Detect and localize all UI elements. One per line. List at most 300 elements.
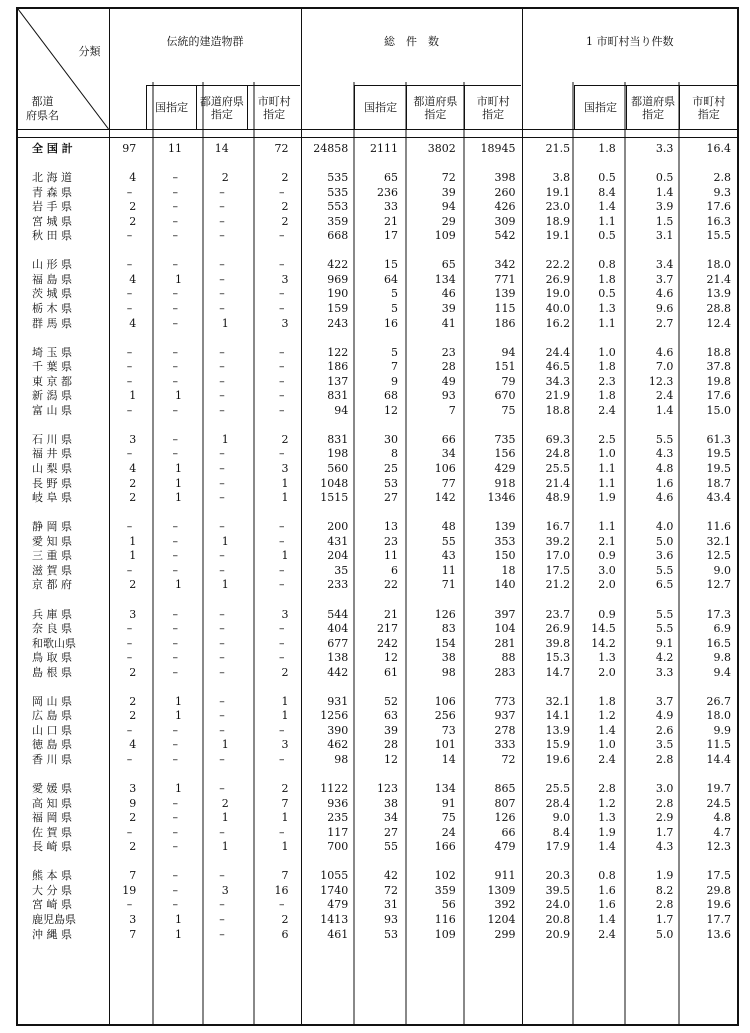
table-cell: 24.0	[545, 898, 571, 912]
table-cell: 670	[494, 389, 516, 403]
table-cell: 7.0	[655, 360, 674, 374]
table-cell: 25.5	[545, 462, 571, 476]
table-cell: 139	[494, 287, 516, 301]
table-cell: 14	[214, 142, 229, 155]
table-cell: 342	[494, 258, 516, 272]
table-cell: 3.3	[655, 665, 674, 679]
table-cell: 32.1	[706, 534, 732, 548]
table-cell: 1.7	[655, 825, 674, 839]
table-cell: 204	[327, 549, 349, 563]
table-cell: –	[172, 432, 179, 446]
table-cell: 1	[175, 491, 183, 505]
table-cell: 2.8	[655, 752, 674, 766]
table-cell: 19.8	[706, 374, 732, 388]
subheader-national: 国指定	[354, 85, 406, 129]
table-cell: 359	[327, 214, 349, 228]
table-cell: –	[279, 258, 285, 272]
table-cell: 68	[384, 389, 399, 403]
prefecture-name: 高 知 県	[32, 796, 72, 810]
table-cell: 19	[122, 883, 137, 897]
table-cell: 122	[327, 345, 349, 359]
table-cell: 17.5	[706, 869, 732, 883]
table-cell: –	[219, 782, 225, 796]
table-cell: 2.5	[598, 432, 616, 446]
table-cell: 9.1	[655, 636, 674, 650]
table-cell: 1	[221, 840, 229, 854]
table-cell: 462	[327, 738, 349, 752]
table-cell: 21.4	[545, 476, 571, 490]
table-cell: –	[126, 258, 133, 272]
table-cell: 9.0	[713, 563, 732, 577]
table-cell: –	[219, 622, 225, 636]
table-cell: 5.5	[655, 563, 674, 577]
subheader-national: 国指定	[574, 85, 626, 129]
table-cell: 98	[441, 665, 456, 679]
table-cell: 11	[384, 549, 399, 563]
table-cell: 773	[494, 694, 516, 708]
table-cell: –	[172, 302, 179, 316]
table-cell: –	[219, 214, 225, 228]
table-cell: 1.1	[598, 214, 616, 228]
prefecture-name: 鳥 取 県	[32, 651, 72, 665]
total-row-name: 全 国 計	[32, 142, 73, 155]
prefecture-name: 大 分 県	[32, 883, 72, 897]
group-header-traditional: 伝統的建造物群	[109, 8, 301, 77]
table-cell: 2.8	[655, 796, 674, 810]
table-cell: 1	[221, 432, 229, 446]
table-cell: 4.0	[655, 520, 674, 534]
table-cell: 22.2	[545, 258, 571, 272]
table-cell: 11.5	[706, 738, 732, 752]
table-cell: 260	[494, 185, 516, 199]
table-cell: 4.8	[655, 462, 674, 476]
table-cell: 1	[175, 578, 183, 592]
table-cell: –	[219, 185, 225, 199]
table-cell: 21.2	[545, 578, 571, 592]
table-cell: 33	[384, 200, 399, 214]
table-cell: 3.1	[655, 229, 674, 243]
table-cell: 25.5	[545, 782, 571, 796]
table-cell: 11	[168, 142, 183, 155]
prefecture-name: 石 川 県	[32, 432, 72, 446]
table-cell: 1.4	[598, 723, 616, 737]
table-cell: –	[219, 869, 225, 883]
table-cell: 20.9	[545, 927, 571, 941]
table-cell: 931	[327, 694, 349, 708]
table-cell: 1.1	[598, 316, 616, 330]
table-cell: 0.9	[598, 607, 616, 621]
table-cell: 138	[327, 651, 349, 665]
table-cell: 17.9	[545, 840, 571, 854]
table-cell: 242	[377, 636, 399, 650]
table-cell: 28.8	[706, 302, 732, 316]
table-cell: 3.0	[655, 782, 674, 796]
table-cell: 4.3	[655, 447, 674, 461]
table-cell: 123	[377, 782, 399, 796]
table-cell: 2	[129, 665, 137, 679]
table-cell: 16.5	[706, 636, 732, 650]
table-cell: –	[172, 607, 179, 621]
table-cell: 3.0	[598, 563, 616, 577]
table-cell: 23	[384, 534, 399, 548]
table-cell: –	[219, 476, 225, 490]
table-cell: 19.6	[545, 752, 571, 766]
table-cell: 2	[129, 578, 137, 592]
table-cell: 2.6	[655, 723, 674, 737]
table-cell: –	[219, 520, 225, 534]
table-cell: 2.0	[598, 665, 616, 679]
table-cell: 46	[441, 287, 456, 301]
table-cell: –	[126, 345, 133, 359]
table-cell: 1.1	[598, 462, 616, 476]
table-cell: 88	[501, 651, 516, 665]
table-cell: 1.1	[598, 476, 616, 490]
table-cell: –	[219, 651, 225, 665]
table-cell: –	[172, 549, 179, 563]
prefecture-name: 群 馬 県	[32, 316, 72, 330]
prefecture-name: 三 重 県	[32, 549, 72, 563]
table-cell: 19.5	[706, 447, 732, 461]
table-cell: 5.5	[655, 622, 674, 636]
table-cell: –	[126, 723, 133, 737]
table-cell: 53	[384, 476, 399, 490]
table-cell: 281	[494, 636, 516, 650]
table-cell: 831	[327, 432, 349, 446]
table-cell: –	[126, 360, 133, 374]
table-cell: 479	[327, 898, 349, 912]
table-cell: 1.4	[598, 912, 616, 926]
table-cell: –	[126, 520, 133, 534]
table-cell: 19.6	[706, 898, 732, 912]
table-cell: 700	[327, 840, 349, 854]
table-cell: 9	[391, 374, 399, 388]
table-cell: 1	[175, 462, 183, 476]
table-cell: 1122	[320, 782, 349, 796]
table-cell: –	[219, 665, 225, 679]
corner-header	[17, 8, 109, 130]
table-cell: 94	[441, 200, 456, 214]
table-cell: –	[172, 214, 179, 228]
table-cell: –	[219, 927, 225, 941]
table-cell: 200	[327, 520, 349, 534]
table-cell: 1.8	[598, 142, 616, 155]
table-cell: 1.4	[598, 200, 616, 214]
table-cell: 11	[441, 563, 456, 577]
table-cell: 1	[281, 491, 289, 505]
table-cell: –	[172, 738, 179, 752]
table-cell: 12	[384, 651, 399, 665]
table-cell: 104	[494, 622, 516, 636]
table-cell: –	[126, 229, 133, 243]
prefecture-name: 東 京 都	[32, 374, 72, 388]
table-cell: 807	[494, 796, 516, 810]
table-cell: 2	[129, 694, 137, 708]
table-cell: 1.5	[655, 214, 674, 228]
table-cell: 1.3	[598, 811, 616, 825]
table-cell: 1204	[487, 912, 516, 926]
table-cell: 2	[281, 200, 289, 214]
table-cell: 30	[384, 432, 399, 446]
table-cell: 12.5	[706, 549, 732, 563]
table-cell: 21.9	[545, 389, 571, 403]
table-cell: –	[219, 403, 225, 417]
table-cell: –	[279, 403, 285, 417]
table-cell: –	[279, 185, 285, 199]
table-cell: 6	[281, 927, 289, 941]
table-cell: 65	[441, 258, 456, 272]
table-cell: 309	[494, 214, 516, 228]
table-cell: 17	[384, 229, 399, 243]
table-cell: –	[126, 287, 133, 301]
table-cell: 2.8	[598, 782, 616, 796]
table-cell: 359	[434, 883, 456, 897]
table-cell: –	[219, 607, 225, 621]
table-cell: 19.1	[545, 185, 571, 199]
table-cell: 1515	[320, 491, 349, 505]
table-cell: 1	[281, 476, 289, 490]
table-cell: 1309	[487, 883, 516, 897]
table-cell: 166	[434, 840, 456, 854]
table-cell: 3.7	[655, 694, 674, 708]
table-cell: –	[219, 825, 225, 839]
table-cell: –	[219, 287, 225, 301]
table-cell: 19.0	[545, 287, 571, 301]
table-cell: 9.9	[713, 723, 732, 737]
table-cell: 2.8	[713, 171, 732, 185]
table-cell: 134	[434, 272, 456, 286]
table-cell: 7	[281, 796, 289, 810]
prefecture-name: 富 山 県	[32, 403, 72, 417]
table-cell: 18945	[480, 142, 516, 155]
table-cell: 29	[441, 214, 456, 228]
table-cell: 61.3	[706, 432, 732, 446]
table-cell: 353	[494, 534, 516, 548]
table-cell: –	[219, 912, 225, 926]
table-cell: –	[172, 360, 179, 374]
table-cell: –	[219, 723, 225, 737]
table-cell: 2.1	[598, 534, 616, 548]
table-cell: 1	[281, 840, 289, 854]
table-cell: 21	[384, 214, 399, 228]
category-label: 分類	[78, 45, 101, 58]
table-cell: 3	[281, 462, 289, 476]
table-cell: 3	[281, 316, 289, 330]
table-cell: 94	[334, 403, 349, 417]
table-cell: –	[279, 389, 285, 403]
table-cell: 3	[281, 738, 289, 752]
table-cell: 39	[384, 723, 399, 737]
table-cell: 911	[494, 869, 516, 883]
table-cell: –	[219, 229, 225, 243]
table-cell: 34	[384, 811, 399, 825]
table-cell: –	[219, 447, 225, 461]
table-cell: 24.5	[706, 796, 732, 810]
table-cell: 13.6	[706, 927, 732, 941]
table-cell: 865	[494, 782, 516, 796]
table-cell: 13.9	[545, 723, 571, 737]
table-cell: –	[279, 563, 285, 577]
table-cell: 93	[384, 912, 399, 926]
subheader-national: 国指定	[146, 85, 196, 129]
table-cell: –	[219, 389, 225, 403]
table-cell: 1.4	[655, 403, 674, 417]
table-cell: –	[126, 374, 133, 388]
table-cell: 256	[434, 709, 456, 723]
table-cell: 24	[441, 825, 456, 839]
table-cell: 4.7	[713, 825, 732, 839]
table-cell: 39	[441, 185, 456, 199]
table-cell: 1346	[487, 491, 516, 505]
table-cell: 479	[494, 840, 516, 854]
table-cell: 75	[501, 403, 516, 417]
prefecture-name: 秋 田 県	[32, 229, 72, 243]
table-cell: 17.5	[545, 563, 571, 577]
table-cell: 18.0	[706, 258, 732, 272]
table-cell: 12.7	[706, 578, 732, 592]
table-cell: –	[126, 636, 133, 650]
table-cell: –	[126, 622, 133, 636]
prefecture-name: 長 野 県	[32, 476, 72, 490]
table-cell: –	[126, 898, 133, 912]
prefecture-name: 栃 木 県	[32, 302, 72, 316]
table-cell: 299	[494, 927, 516, 941]
subheader-per-municipality	[522, 77, 738, 130]
table-cell: 1.8	[598, 272, 616, 286]
table-cell: 1	[175, 272, 183, 286]
table-cell: 46.5	[545, 360, 571, 374]
table-cell: 39.2	[545, 534, 571, 548]
table-cell: 73	[441, 723, 456, 737]
table-cell: 49	[441, 374, 456, 388]
table-cell: 217	[377, 622, 399, 636]
prefecture-name: 奈 良 県	[32, 622, 72, 636]
table-cell: 56	[441, 898, 456, 912]
table-cell: 61	[384, 665, 399, 679]
table-cell: 18.7	[706, 476, 732, 490]
table-cell: 94	[501, 345, 516, 359]
table-cell: 404	[327, 622, 349, 636]
table-cell: 2	[129, 491, 137, 505]
table-cell: 198	[327, 447, 349, 461]
table-cell: 18.8	[706, 345, 732, 359]
table-cell: 2	[129, 200, 137, 214]
table-cell: 735	[494, 432, 516, 446]
subheader-total	[301, 77, 522, 130]
table-cell: 5.5	[655, 607, 674, 621]
table-cell: 1	[175, 389, 183, 403]
table-cell: –	[172, 200, 179, 214]
table-cell: 34	[441, 447, 456, 461]
table-cell: 77	[441, 476, 456, 490]
table-cell: 12	[384, 752, 399, 766]
table-cell: 677	[327, 636, 349, 650]
table-cell: 3	[129, 607, 137, 621]
table-cell: –	[172, 403, 179, 417]
table-cell: 72	[274, 142, 289, 155]
table-cell: –	[172, 752, 179, 766]
table-cell: 39	[441, 302, 456, 316]
table-cell: 2.4	[598, 403, 616, 417]
table-cell: 101	[434, 738, 456, 752]
table-cell: –	[172, 622, 179, 636]
table-cell: –	[279, 534, 285, 548]
table-cell: 72	[384, 883, 399, 897]
prefecture-name: 北 海 道	[32, 171, 72, 185]
table-cell: 2.8	[655, 898, 674, 912]
table-cell: 48.9	[545, 491, 571, 505]
table-cell: –	[172, 898, 179, 912]
table-cell: 2	[221, 796, 229, 810]
table-cell: –	[126, 447, 133, 461]
table-cell: 16.3	[706, 214, 732, 228]
table-cell: 17.3	[706, 607, 732, 621]
table-cell: 831	[327, 389, 349, 403]
table-cell: 11.6	[706, 520, 732, 534]
table-cell: –	[172, 825, 179, 839]
table-cell: 93	[441, 389, 456, 403]
prefecture-name: 千 葉 県	[32, 360, 72, 374]
prefecture-name: 佐 賀 県	[32, 825, 72, 839]
table-cell: 3	[281, 272, 289, 286]
table-cell: 1.0	[598, 345, 616, 359]
table-cell: 12.3	[648, 374, 674, 388]
table-cell: 1.0	[598, 738, 616, 752]
table-cell: –	[279, 723, 285, 737]
subheader-prefectural: 都道府県 指定	[406, 85, 464, 129]
table-cell: 41	[441, 316, 456, 330]
table-cell: 9.0	[552, 811, 571, 825]
table-cell: 1	[129, 549, 137, 563]
table-cell: 1	[175, 476, 183, 490]
table-cell: 32.1	[545, 694, 571, 708]
prefecture-name: 鹿児島県	[32, 912, 76, 926]
table-cell: 429	[494, 462, 516, 476]
table-cell: –	[172, 229, 179, 243]
table-cell: 1740	[320, 883, 349, 897]
table-cell: 1	[281, 549, 289, 563]
prefecture-name: 岐 阜 県	[32, 491, 72, 505]
table-cell: –	[279, 752, 285, 766]
table-cell: –	[219, 374, 225, 388]
table-cell: 0.8	[598, 258, 616, 272]
table-cell: 8.4	[552, 825, 571, 839]
table-cell: 3.8	[552, 171, 571, 185]
table-cell: 1.4	[598, 840, 616, 854]
table-cell: –	[172, 287, 179, 301]
table-cell: 7	[391, 360, 399, 374]
table-cell: 79	[501, 374, 516, 388]
prefecture-name: 山 口 県	[32, 723, 72, 737]
table-cell: 43	[441, 549, 456, 563]
table-cell: –	[172, 840, 179, 854]
table-cell: 544	[327, 607, 349, 621]
table-cell: 159	[327, 302, 349, 316]
table-cell: 1.8	[598, 389, 616, 403]
table-cell: 2	[281, 665, 289, 679]
table-cell: 186	[494, 316, 516, 330]
table-cell: 21	[384, 607, 399, 621]
table-cell: –	[279, 229, 285, 243]
group-header-total: 総 件 数	[301, 8, 522, 77]
group-header-per-municipality: 1 市町村当り件数	[522, 8, 738, 77]
table-cell: –	[172, 258, 179, 272]
table-cell: 398	[494, 171, 516, 185]
table-cell: 14.4	[706, 752, 732, 766]
table-cell: 83	[441, 622, 456, 636]
table-cell: 2111	[370, 142, 399, 155]
table-cell: –	[219, 200, 225, 214]
table-cell: 4.6	[655, 491, 674, 505]
